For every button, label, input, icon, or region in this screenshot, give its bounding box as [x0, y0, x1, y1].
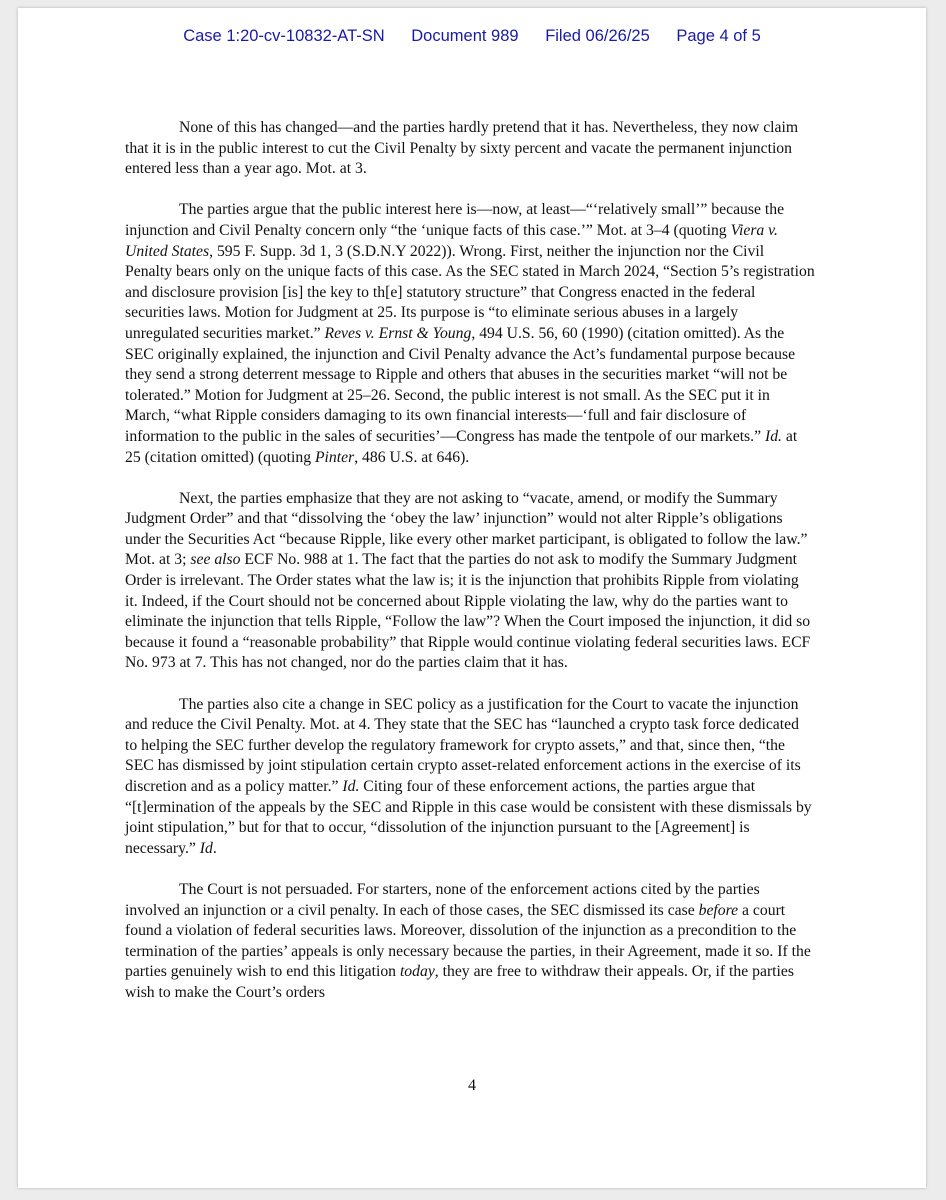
paragraph	[125, 200, 815, 468]
text-run: at 25 (citation omitted) (quoting	[125, 427, 798, 466]
italic-text-run: Pinter	[314, 448, 355, 466]
document-body	[125, 118, 815, 1024]
paragraph	[125, 489, 815, 674]
filed-date: Filed 06/26/25	[545, 27, 650, 45]
paragraph	[125, 880, 815, 1004]
italic-text-run: today	[399, 963, 435, 981]
document-page	[18, 8, 926, 1188]
text-run: , 595 F. Supp. 3d 1, 3 (S.D.N.Y 2022)). Wrong. First, neither the injunction nor the Civil Penalty bears only on the unique facts of this case. As the SEC stated in March 2024, “Section 5’s registration and disclosure provision [is] the key to th[e] statutory structure” that Congress enacted in the federal securities laws. Motion for Judgment at 25. Its purpose is “to eliminate serious abuses in a largely unregulated securities market.”	[125, 242, 815, 342]
italic-text-run: Id	[199, 839, 213, 857]
text-run: , 494 U.S. 56, 60 (1990) (citation omitted). As the SEC originally explained, the injunction and Civil Penalty advance the Act’s fundamental purpose because they send a strong deterrent message to Ripple and others that abuses in the securities market “will not be tolerated.” Motion for Judgment at 25–26. Second, the public interest is not small. As the SEC put it in March, “what Ripple considers damaging to its own financial interests—‘full and fair disclosure of information to the public in the sales of securities’—Congress has made the tentpole of our markets.”	[125, 324, 796, 445]
text-run: Next, the parties emphasize that they are not asking to “vacate, amend, or modify the Summary Judgment Order” and that “dissolving the ‘obey the law’ injunction” would not alter Ripple’s obligations under the Securities Act “because Ripple, like every other market participant, is obligated to follow the law.” Mot. at 3;	[125, 489, 808, 569]
text-run: , 486 U.S. at 646).	[354, 448, 470, 466]
paragraph	[125, 118, 815, 180]
italic-text-run: Id.	[764, 427, 782, 445]
text-run: The Court is not persuaded. For starters, none of the enforcement actions cited by the parties involved an injunction or a civil penalty. In each of those cases, the SEC dismissed its case	[125, 880, 760, 919]
paragraph	[125, 695, 815, 860]
italic-text-run: Viera v. United States	[125, 221, 778, 260]
ecf-header	[18, 27, 926, 46]
text-run: ECF No. 988 at 1. The fact that the parties do not ask to modify the Summary Judgment Order is irrelevant. The Order states what the law is; it is the injunction that prohibits Ripple from violating it. Indeed, if the Court should not be concerned about Ripple violating the law, why do the parties want to eliminate the injunction that tells Ripple, “Follow the law”? When the Court imposed the injunction, it did so because it found a “reasonable probability” that Ripple would continue violating federal securities laws. ECF No. 973 at 7. This has not changed, nor do the parties claim that it has.	[125, 551, 811, 672]
text-run: .	[212, 839, 217, 857]
case-number: Case 1:20-cv-10832-AT-SN	[183, 27, 385, 45]
text-run: , they are free to withdraw their appeals. Or, if the parties wish to make the Court’s orders	[125, 963, 794, 1001]
text-run: The parties argue that the public interest here is—now, at least—“‘relatively small’” because the injunction and Civil Penalty concern only “the ‘unique facts of this case.’” Mot. at 3–4 (quoting	[125, 201, 785, 239]
text-run: None of this has changed—and the parties hardly pretend that it has. Nevertheless, they now claim that it is in the public interest to cut the Civil Penalty by sixty percent and vacate the permanent injunction entered less than a year ago. Mot. at 3.	[125, 119, 799, 178]
text-run: The parties also cite a change in SEC policy as a justification for the Court to vacate the injunction and reduce the Civil Penalty. Mot. at 4. They state that the SEC has “launched a crypto task force dedicated to helping the SEC further develop the regulatory framework for crypto assets,” and that, since then, “the SEC has dismissed by joint stipulation certain crypto asset-related enforcement actions in the exercise of its discretion and as a policy matter.”	[125, 695, 801, 795]
document-number: Document 989	[411, 27, 519, 45]
text-run: a court found a violation of federal securities laws. Moreover, dissolution of the injunction as a precondition to the termination of the parties’ appeals is only necessary because the parties, in their Agreement, made it so. If the parties genuinely wish to end this litigation	[125, 901, 811, 981]
page-number: 4	[468, 1077, 476, 1094]
text-run: Citing four of these enforcement actions, the parties argue that “[t]ermination of the appeals by the SEC and Ripple in this case would be consistent with these dismissals by joint stipulation,” but for that to occur, “dissolution of the injunction pursuant to the [Agreement] is necessary.”	[125, 778, 812, 857]
italic-text-run: see also	[190, 551, 241, 569]
page-indicator: Page 4 of 5	[676, 27, 761, 45]
italic-text-run: Id.	[342, 778, 360, 795]
italic-text-run: Reves v. Ernst & Young	[324, 324, 472, 342]
italic-text-run: before	[698, 901, 739, 919]
